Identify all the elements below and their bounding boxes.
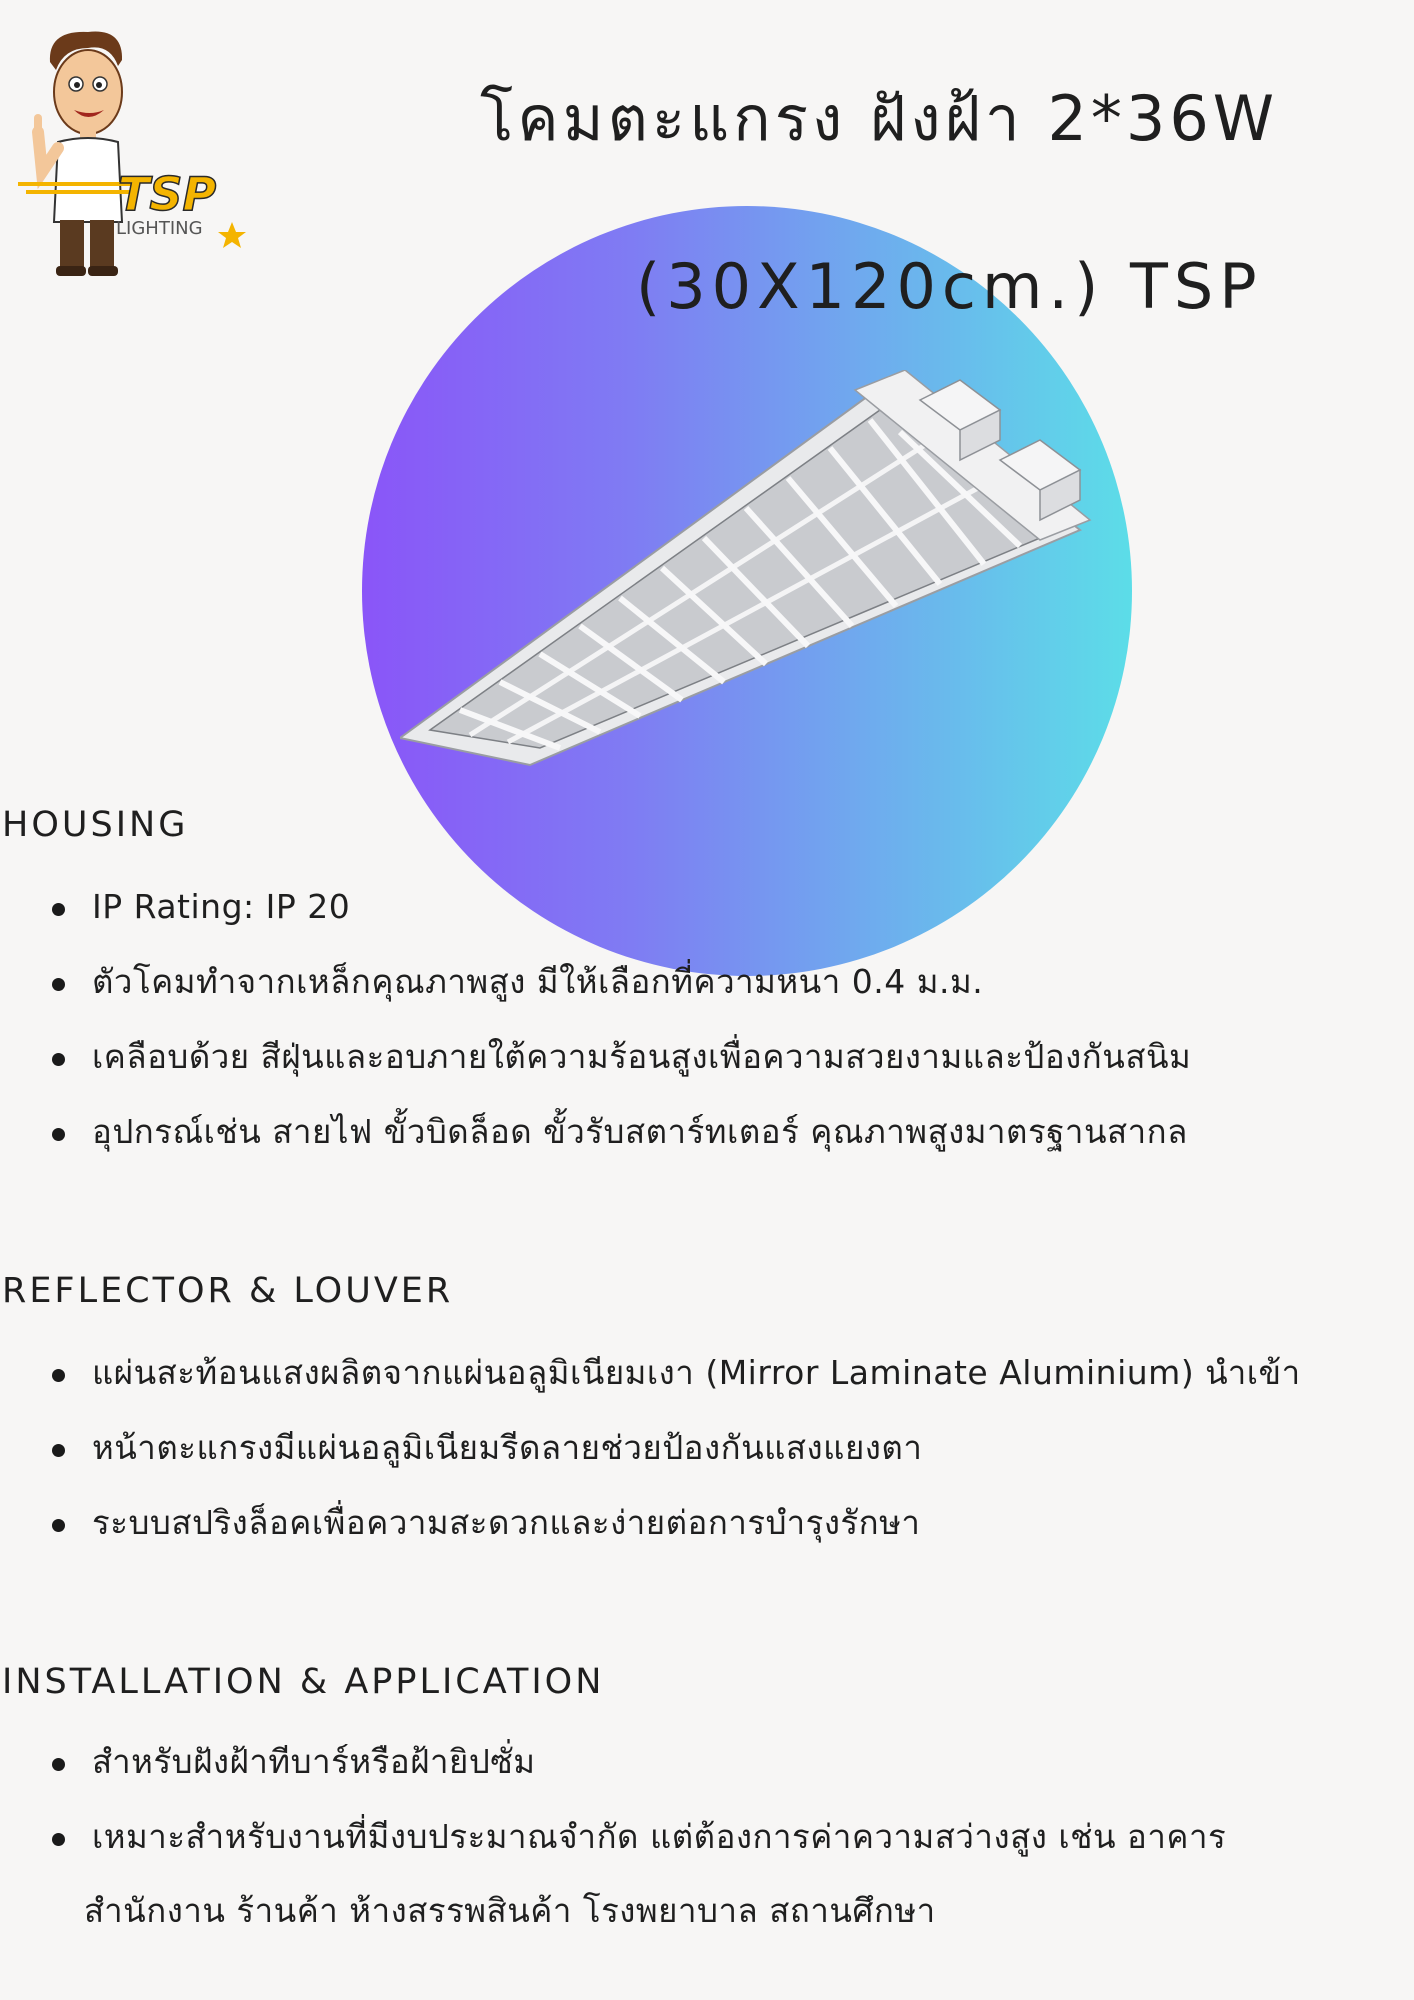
- bullet-icon: [52, 978, 65, 991]
- section-heading-housing: HOUSING: [2, 805, 189, 845]
- bullet-icon: [52, 1758, 65, 1771]
- section-heading-installation: INSTALLATION & APPLICATION: [2, 1662, 605, 1702]
- bullet-icon: [52, 903, 65, 916]
- list-item: เคลือบด้วย สีฝุ่นและอบภายใต้ความร้อนสูงเพื่อความสวยงามและป้องกันสนิม: [0, 1040, 1191, 1115]
- list-item: เหมาะสำหรับงานที่มีงบประมาณจำกัด แต่ต้องการค่าความสว่างสูง เช่น อาคาร สำนักงาน ร้านค้า ห้างสรรพสินค้า โรงพยาบาล สถานศึกษา: [0, 1820, 1226, 1970]
- bullet-icon: [52, 1369, 65, 1382]
- page-title: โคมตะแกรง ฝังฝ้า 2*36W: [480, 82, 1279, 155]
- list-item: สำหรับฝังฝ้าทีบาร์หรือฝ้ายิปซั่ม: [0, 1745, 1226, 1820]
- list-item: อุปกรณ์เช่น สายไฟ ขั้วบิดล็อด ขั้วรับสตาร์ทเตอร์ คุณภาพสูงมาตรฐานสากล: [0, 1115, 1191, 1190]
- list-item: แผ่นสะท้อนแสงผลิตจากแผ่นอลูมิเนียมเงา (Mirror Laminate Aluminium) นำเข้า: [0, 1356, 1301, 1431]
- bullet-icon: [52, 1519, 65, 1532]
- section-heading-reflector: REFLECTOR & LOUVER: [2, 1271, 454, 1311]
- page-subtitle: (30X120cm.) TSP: [636, 250, 1263, 323]
- list-item: ตัวโคมทำจากเหล็กคุณภาพสูง มีให้เลือกที่ความหนา 0.4 ม.ม.: [0, 965, 1191, 1040]
- brand-logo: [18, 22, 258, 287]
- product-image: [400, 370, 1120, 770]
- list-item: ระบบสปริงล็อคเพื่อความสะดวกและง่ายต่อการบำรุงรักษา: [0, 1506, 1301, 1581]
- svg-text:LIGHTING: LIGHTING: [116, 218, 203, 239]
- bullet-icon: [52, 1128, 65, 1141]
- bullet-icon: [52, 1833, 65, 1846]
- mascot-icon: [18, 22, 258, 287]
- list-item: IP Rating: IP 20: [0, 890, 1191, 965]
- bullet-icon: [52, 1444, 65, 1457]
- list-item: หน้าตะแกรงมีแผ่นอลูมิเนียมรีดลายช่วยป้องกันแสงแยงตา: [0, 1431, 1301, 1506]
- list-item-continuation: สำนักงาน ร้านค้า ห้างสรรพสินค้า โรงพยาบาล สถานศึกษา: [84, 1891, 936, 1930]
- bullet-icon: [52, 1053, 65, 1066]
- reflector-list: [0, 1353, 1301, 1581]
- housing-list: [0, 887, 1192, 1190]
- installation-list: [0, 1742, 1227, 1970]
- svg-text:TSP: TSP: [118, 167, 217, 221]
